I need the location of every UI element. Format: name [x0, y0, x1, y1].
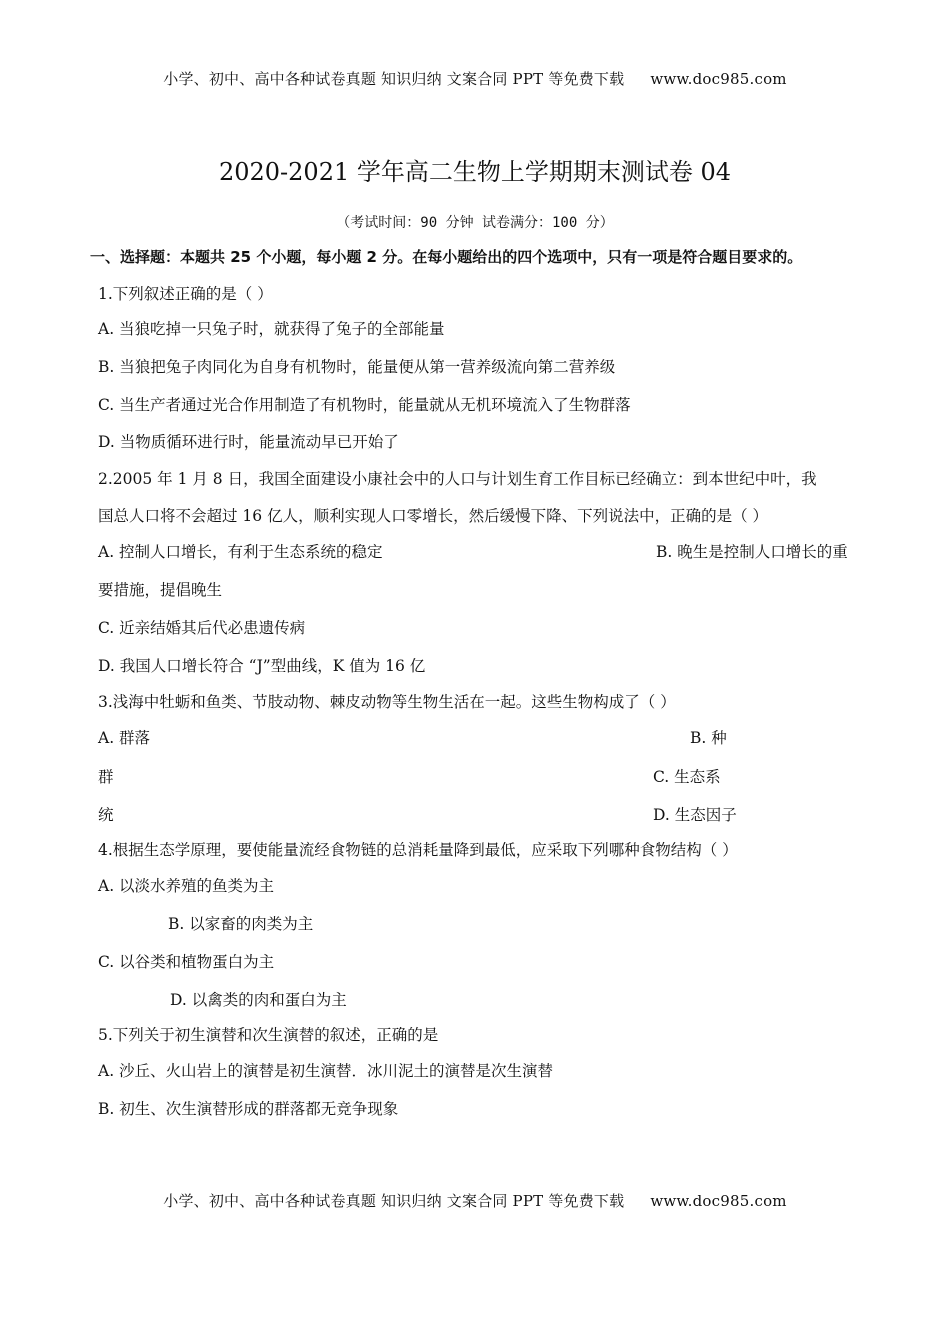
q4-option-c: C. 以谷类和植物蛋白为主: [98, 953, 275, 971]
q1-option-b: B. 当狼把兔子肉同化为自身有机物时，能量便从第一营养级流向第二营养级: [98, 358, 616, 376]
page-header: [0, 68, 950, 89]
q3-option-c-part1: C. 生态系: [653, 768, 721, 786]
q3-option-c-part2: 统: [98, 806, 114, 824]
q3-option-d: D. 生态因子: [653, 806, 737, 824]
q3-option-a: A. 群落: [98, 729, 151, 747]
q2-stem-line2: 国总人口将不会超过 16 亿人，顺利实现人口零增长，然后缓慢下降、下列说法中，正确的是（ ）: [98, 507, 769, 525]
section-heading: 一、选择题：本题共 25 个小题，每小题 2 分。在每小题给出的四个选项中，只有一项是符合题目要求的。: [90, 248, 803, 266]
q1-option-d: D. 当物质循环进行时，能量流动早已开始了: [98, 433, 399, 451]
q4-option-b: B. 以家畜的肉类为主: [168, 915, 314, 933]
header-text: 小学、初中、高中各种试卷真题 知识归纳 文案合同 PPT 等免费下载: [163, 70, 625, 88]
q2-option-d: D. 我国人口增长符合 “J”型曲线，K 值为 16 亿: [98, 657, 426, 675]
exam-subtitle: （考试时间：90 分钟 试卷满分：100 分）: [336, 215, 614, 231]
q5-option-a: A. 沙丘、火山岩上的演替是初生演替．冰川泥土的演替是次生演替: [98, 1062, 554, 1080]
q1-option-a: A. 当狼吃掉一只兔子时，就获得了兔子的全部能量: [98, 320, 445, 338]
q3-stem: 3.浅海中牡蛎和鱼类、节肢动物、棘皮动物等生物生活在一起。这些生物构成了（ ）: [98, 693, 676, 711]
q4-stem: 4.根据生态学原理，要使能量流经食物链的总消耗量降到最低，应采取下列哪种食物结构（ ）: [98, 841, 738, 859]
q3-option-b-part2: 群: [98, 768, 114, 786]
q5-stem: 5.下列关于初生演替和次生演替的叙述，正确的是: [98, 1026, 439, 1044]
q5-option-b: B. 初生、次生演替形成的群落都无竞争现象: [98, 1100, 399, 1118]
q1-option-c: C. 当生产者通过光合作用制造了有机物时，能量就从无机环境流入了生物群落: [98, 396, 631, 414]
q2-option-c: C. 近亲结婚其后代必患遗传病: [98, 619, 306, 637]
page-footer: [0, 1190, 950, 1211]
header-site-link[interactable]: www.doc985.com: [650, 70, 787, 88]
footer-text: 小学、初中、高中各种试卷真题 知识归纳 文案合同 PPT 等免费下载: [163, 1192, 625, 1210]
q4-option-a: A. 以淡水养殖的鱼类为主: [98, 877, 275, 895]
footer-site-link[interactable]: www.doc985.com: [650, 1192, 787, 1210]
q4-option-d: D. 以禽类的肉和蛋白为主: [170, 991, 347, 1009]
exam-title: 2020-2021 学年高二生物上学期期末测试卷 04: [218, 158, 732, 186]
q2-stem-line1: 2.2005 年 1 月 8 日，我国全面建设小康社会中的人口与计划生育工作目标已经确立：到本世纪中叶，我: [98, 470, 817, 488]
q2-option-a: A. 控制人口增长，有利于生态系统的稳定: [98, 543, 383, 561]
q1-stem: 1.下列叙述正确的是（ ）: [98, 285, 273, 303]
q2-option-b-part2: 要措施，提倡晚生: [98, 581, 223, 599]
q3-option-b-part1: B. 种: [690, 729, 727, 747]
q2-option-b-part1: B. 晚生是控制人口增长的重: [656, 543, 848, 561]
